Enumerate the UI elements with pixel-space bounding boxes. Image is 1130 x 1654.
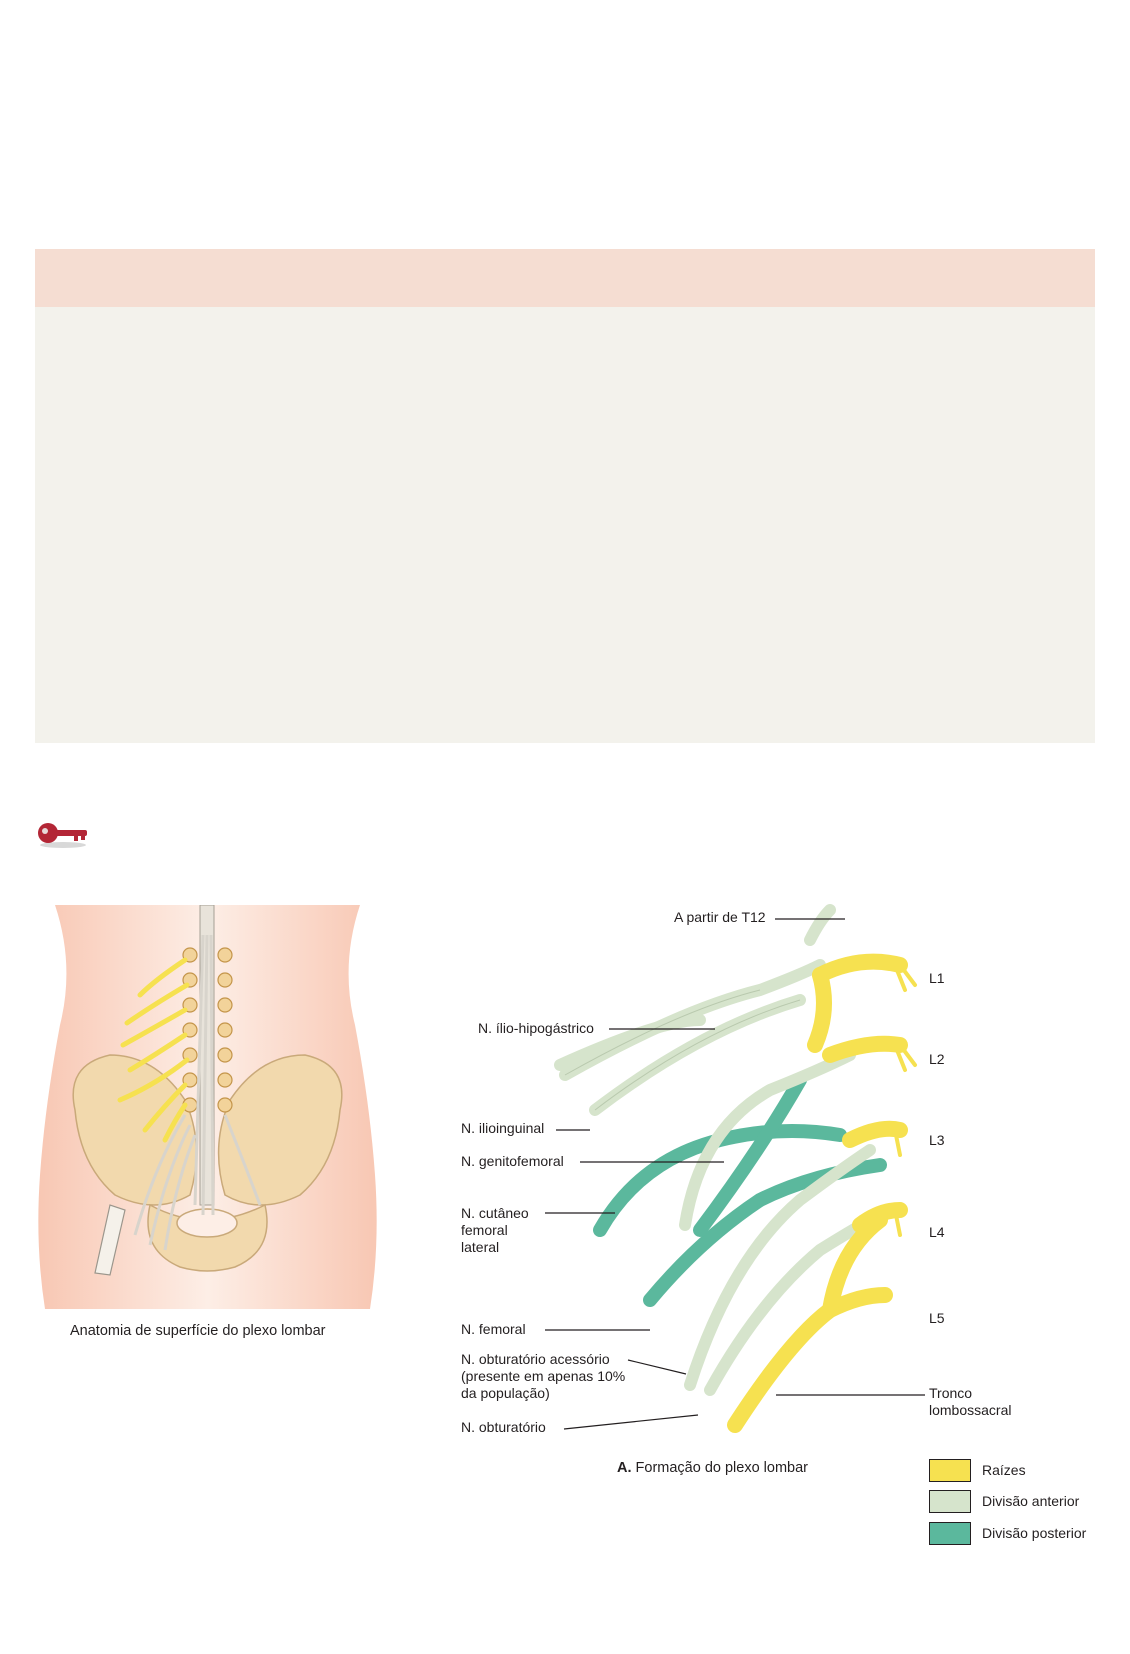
figure-a-letter: A.: [617, 1460, 632, 1476]
legend-swatch-anterior: [929, 1490, 971, 1513]
legend-label-anterior: Divisão anterior: [982, 1493, 1080, 1509]
legend-swatch-roots: [929, 1459, 971, 1482]
label-from-t12: A partir de T12: [674, 909, 766, 925]
label-root-l2: L2: [929, 1051, 945, 1067]
legend-label-posterior: Divisão posterior: [982, 1525, 1087, 1541]
legend-label-roots: Raízes: [982, 1462, 1026, 1478]
label-accessory-obturator: N. obturatório acessório (presente em apenas 10% da população): [461, 1351, 626, 1401]
figure-a-caption: [617, 1460, 808, 1477]
label-lateral-cutaneous: N. cutâneo femoral lateral: [461, 1205, 529, 1255]
table-header-band: [35, 249, 1095, 307]
label-ilioinguinal: N. ilioinguinal: [461, 1120, 545, 1136]
label-root-l3: L3: [929, 1132, 945, 1148]
label-femoral: N. femoral: [461, 1321, 526, 1337]
label-root-l4: L4: [929, 1224, 945, 1240]
label-iliohypogastric: N. ílio-hipogástrico: [478, 1020, 594, 1036]
surface-anatomy-caption: Anatomia de superfície do plexo lombar: [70, 1323, 326, 1339]
label-obturator: N. obturatório: [461, 1419, 546, 1435]
label-root-l1: L1: [929, 970, 945, 986]
root-tips: [895, 965, 915, 1235]
table-body-panel: [35, 307, 1095, 743]
surface-anatomy-illustration: [35, 905, 380, 1309]
label-lumbosacral-trunk: Tronco lombossacral: [929, 1385, 1012, 1418]
label-genitofemoral: N. genitofemoral: [461, 1153, 564, 1169]
figure-a-title: Formação do plexo lombar: [635, 1460, 809, 1476]
label-root-l5: L5: [929, 1310, 945, 1326]
legend-swatch-posterior: [929, 1522, 971, 1545]
key-icon: [36, 818, 90, 850]
